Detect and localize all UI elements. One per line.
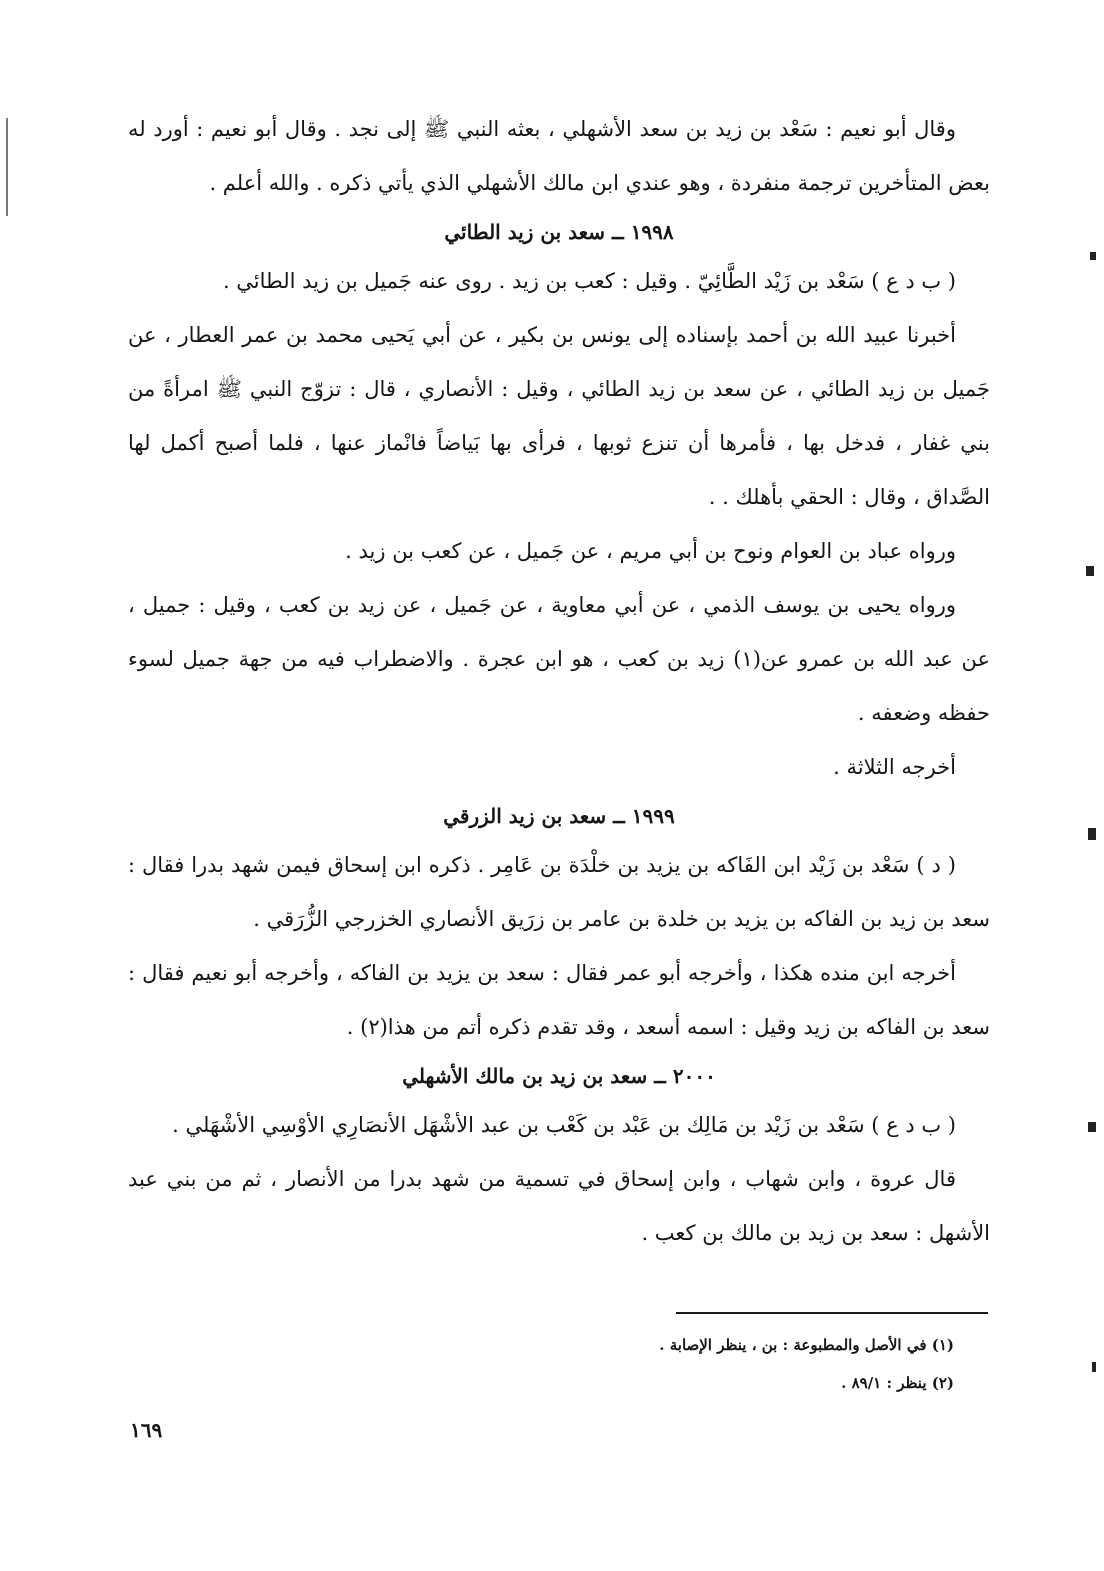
margin-mark xyxy=(1092,1362,1096,1372)
entry-heading-1999: ١٩٩٩ ــ سعد بن زيد الزرقي xyxy=(443,804,675,828)
entry-heading-1998: ١٩٩٨ ــ سعد بن زيد الطائي xyxy=(444,220,674,244)
paragraph: أخرجه ابن منده هكذا ، وأخرجه أبو عمر فقال : سعد بن يزيد بن الفاكه ، وأخرجه أبو نعيم فقال : سعد بن الفاكه بن زيد وقيل : اسمه أسعد ، وقد تقدم ذكره أتم من هذا(٢) . xyxy=(128,961,990,1039)
margin-mark xyxy=(1088,828,1096,840)
paragraph: ورواه يحيى بن يوسف الذمي ، عن أبي معاوية ، عن جَميل ، عن زيد بن كعب ، وقيل : جميل ، عن عبد الله بن عمرو عن(١) زيد بن كعب ، هو ابن عجرة . والاضطراب فيه من جهة جميل لسوء حفظه وضعفه . xyxy=(128,593,990,725)
paragraph: ( د ) سَعْد بن زَيْد ابن الفَاكه بن يزيد بن خلْدَة بن عَامِر . ذكره ابن إسحاق فيمن شهد بدرا فقال : سعد بن زيد بن الفاكه بن يزيد بن خلدة بن عامر بن زرَيق الأنصاري الخزرجي الزُّرَقي . xyxy=(128,853,990,931)
footnote: (١) في الأصل والمطبوعة : بن ، ينظر الإصابة . xyxy=(659,1336,954,1354)
margin-mark xyxy=(1088,1122,1096,1132)
footnote: (٢) ينظر : ٨٩/١ . xyxy=(841,1374,954,1392)
paragraph: وقال أبو نعيم : سَعْد بن زيد بن سعد الأشهلي ، بعثه النبي ﷺ إلى نجد . وقال أبو نعيم : أورد له بعض المتأخرين ترجمة منفردة ، وهو عندي ابن مالك الأشهلي الذي يأتي ذكره . والله أعلم . xyxy=(128,117,990,195)
paragraph: أخبرنا عبيد الله بن أحمد بإسناده إلى يونس بن بكير ، عن أبي يَحيى محمد بن عمر العطار ، عن جَميل بن زيد الطائي ، عن سعد بن زيد الطائي ، وقيل : الأنصاري ، قال : تزوّج النبي ﷺ امرأةً من بني غفار ، فدخل بها ، فأمرها أن تنزع ثوبها ، فرأى بها بَياضاً فانْماز عنها ، فلما أصبح أكمل لها الصَّداق ، وقال : الحقي بأهلك . . xyxy=(128,323,990,509)
paragraph: أخرجه الثلاثة . xyxy=(833,755,956,779)
footnote-divider xyxy=(676,1312,988,1314)
page-number: ١٦٩ xyxy=(130,1418,163,1442)
paragraph: قال عروة ، وابن شهاب ، وابن إسحاق في تسمية من شهد بدرا من الأنصار ، ثم من بني عبد الأشهل : سعد بن زيد بن مالك بن كعب . xyxy=(128,1167,990,1245)
main-text xyxy=(128,102,990,1260)
paragraph: ( ب د ع ) سَعْد بن زَيْد بن مَالِك بن عَبْد بن كَعْب بن عبد الأشْهَل الأنصَارِي الأوْسِي الأشْهَلي . xyxy=(172,1113,956,1137)
paragraph: ورواه عباد بن العوام ونوح بن أبي مريم ، عن جَميل ، عن كعب بن زيد . xyxy=(345,539,956,563)
entry-heading-2000: ٢٠٠٠ ــ سعد بن زيد بن مالك الأشهلي xyxy=(402,1064,716,1088)
margin-mark xyxy=(1086,566,1094,576)
paragraph: ( ب د ع ) سَعْد بن زَيْد الطَّائِيّ . وقيل : كعب بن زيد . روى عنه جَميل بن زيد الطائي . xyxy=(222,269,956,293)
footnotes xyxy=(354,1326,954,1402)
scan-edge-mark xyxy=(6,118,8,216)
margin-mark xyxy=(1090,252,1096,260)
